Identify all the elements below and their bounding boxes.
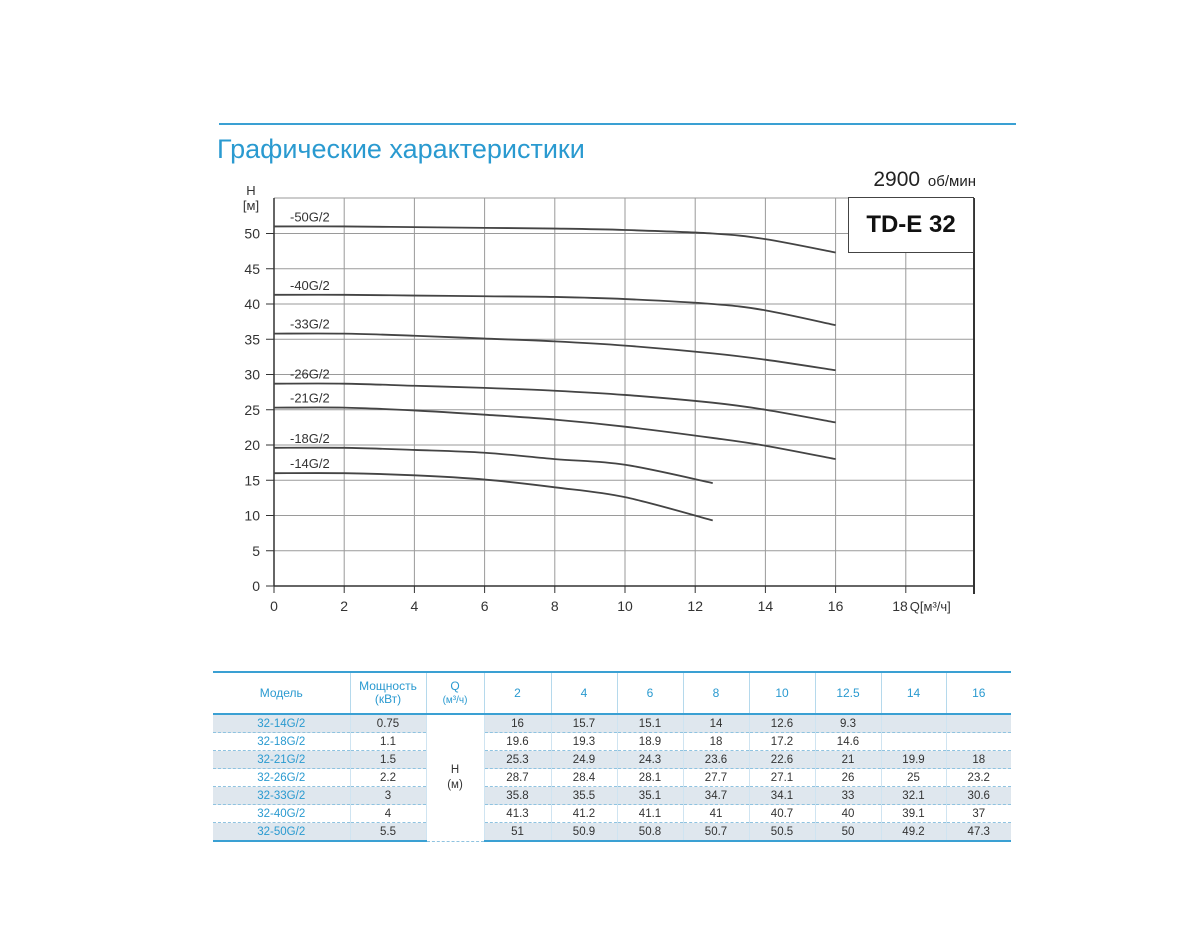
x-tick-label: 8 <box>550 598 559 614</box>
row-head-value: 39.1 <box>881 805 946 823</box>
row-power: 2.2 <box>350 769 426 787</box>
row-head-value: 23.2 <box>946 769 1011 787</box>
table-row <box>213 751 1011 769</box>
row-model: 32-50G/2 <box>213 823 350 842</box>
series-line <box>274 448 713 483</box>
series-label: -21G/2 <box>290 390 330 406</box>
row-head-value: 49.2 <box>881 823 946 842</box>
x-tick-label: 4 <box>410 598 419 614</box>
y-axis-label: H <box>246 183 256 198</box>
series-label: -26G/2 <box>290 366 330 382</box>
table-row <box>213 823 1011 842</box>
row-head-value: 18 <box>683 733 749 751</box>
y-tick-label: 15 <box>244 472 260 489</box>
row-power: 3 <box>350 787 426 805</box>
row-head-value: 40 <box>815 805 881 823</box>
y-tick-label: 20 <box>244 437 260 453</box>
row-head-value: 24.9 <box>551 751 617 769</box>
table-row <box>213 787 1011 805</box>
row-head-value: 41.1 <box>617 805 683 823</box>
row-head-value: 18 <box>946 751 1011 769</box>
series-label: -50G/2 <box>290 209 330 225</box>
header-q-value: 4 <box>551 672 617 714</box>
row-head-value: 50.7 <box>683 823 749 842</box>
row-head-value: 14 <box>683 714 749 733</box>
header-q <box>426 672 484 714</box>
y-tick-label: 10 <box>244 507 260 524</box>
row-power: 1.5 <box>350 751 426 769</box>
x-tick-label: 10 <box>617 598 633 614</box>
header-q-line1: Q <box>450 678 460 693</box>
row-head-value: 24.3 <box>617 751 683 769</box>
row-head-value: 14.6 <box>815 733 881 751</box>
header-power-line1: Мощность <box>359 679 417 693</box>
row-head-value: 30.6 <box>946 787 1011 805</box>
row-model: 32-18G/2 <box>213 733 350 751</box>
row-head-value: 40.7 <box>749 805 815 823</box>
x-tick-label: 0 <box>270 598 278 614</box>
row-head-value: 26 <box>815 769 881 787</box>
row-head-value: 35.8 <box>484 787 551 805</box>
x-tick-label: 12 <box>687 598 703 614</box>
rpm-value: 2900 <box>873 168 921 191</box>
header-q-value: 14 <box>881 672 946 714</box>
row-power: 5.5 <box>350 823 426 842</box>
row-head-value: 9.3 <box>815 714 881 733</box>
y-tick-label: 50 <box>244 225 260 242</box>
row-head-value: 41 <box>683 805 749 823</box>
row-head-value: 33 <box>815 787 881 805</box>
row-head-value: 28.7 <box>484 769 551 787</box>
x-axis-label: Q[м³/ч] <box>909 599 951 614</box>
y-axis-unit: [м] <box>242 198 260 213</box>
row-head-value: 35.5 <box>551 787 617 805</box>
series-label: -33G/2 <box>290 316 330 332</box>
row-power: 1.1 <box>350 733 426 751</box>
row-head-value: 17.2 <box>749 733 815 751</box>
row-head-value: 47.3 <box>946 823 1011 842</box>
row-power: 0.75 <box>350 714 426 733</box>
y-tick-label: 40 <box>244 296 260 312</box>
row-model: 32-26G/2 <box>213 769 350 787</box>
data-table <box>213 671 1011 842</box>
row-model: 32-14G/2 <box>213 714 350 733</box>
rpm-unit: об/мин <box>927 173 976 190</box>
row-model: 32-21G/2 <box>213 751 350 769</box>
row-head-value: 21 <box>815 751 881 769</box>
series-label: -18G/2 <box>290 430 330 446</box>
table-row <box>213 769 1011 787</box>
row-head-value: 25 <box>881 769 946 787</box>
row-head-value: 19.6 <box>484 733 551 751</box>
row-head-value: 16 <box>484 714 551 733</box>
row-head-value: 35.1 <box>617 787 683 805</box>
model-box: TD-E 32 <box>848 197 974 253</box>
y-tick-label: 30 <box>244 366 260 383</box>
row-head-value: 27.7 <box>683 769 749 787</box>
header-power-line2: (кВт) <box>374 692 402 706</box>
h-label-cell <box>426 714 484 841</box>
header-q-value: 6 <box>617 672 683 714</box>
y-tick-label: 5 <box>252 542 260 559</box>
x-tick-label: 2 <box>340 598 349 614</box>
row-head-value: 28.4 <box>551 769 617 787</box>
y-tick-label: 35 <box>244 331 260 348</box>
row-head-value: 50.9 <box>551 823 617 842</box>
row-head-value: 41.2 <box>551 805 617 823</box>
row-head-value: 50 <box>815 823 881 842</box>
page-title: Графические характеристики <box>217 134 585 164</box>
table-row <box>213 733 1011 751</box>
header-q-value: 2 <box>484 672 551 714</box>
row-head-value: 41.3 <box>484 805 551 823</box>
row-head-value <box>946 714 1011 733</box>
header-power <box>350 672 426 714</box>
row-head-value: 19.9 <box>881 751 946 769</box>
row-head-value: 50.8 <box>617 823 683 842</box>
header-q-value: 12.5 <box>815 672 881 714</box>
row-head-value: 37 <box>946 805 1011 823</box>
row-head-value: 22.6 <box>749 751 815 769</box>
row-head-value: 32.1 <box>881 787 946 805</box>
row-model: 32-40G/2 <box>213 805 350 823</box>
header-q-line2: (м³/ч) <box>442 694 468 706</box>
header-model: Модель <box>213 672 350 714</box>
header-q-value: 8 <box>683 672 749 714</box>
table-row <box>213 805 1011 823</box>
row-head-value <box>881 733 946 751</box>
row-head-value: 51 <box>484 823 551 842</box>
row-head-value: 25.3 <box>484 751 551 769</box>
y-tick-label: 0 <box>252 578 260 594</box>
header-q-value: 16 <box>946 672 1011 714</box>
row-head-value: 18.9 <box>617 733 683 751</box>
row-head-value: 23.6 <box>683 751 749 769</box>
row-power: 4 <box>350 805 426 823</box>
row-head-value: 50.5 <box>749 823 815 842</box>
x-tick-label: 6 <box>480 598 489 614</box>
row-head-value: 15.1 <box>617 714 683 733</box>
row-head-value: 28.1 <box>617 769 683 787</box>
table-header-row <box>213 672 1011 714</box>
h-label-line1: H <box>450 763 460 776</box>
row-head-value <box>881 714 946 733</box>
x-tick-label: 18 <box>892 598 908 614</box>
y-tick-label: 45 <box>244 260 260 277</box>
header-q-value: 10 <box>749 672 815 714</box>
x-tick-label: 14 <box>757 598 774 614</box>
row-head-value: 34.1 <box>749 787 815 805</box>
row-head-value: 12.6 <box>749 714 815 733</box>
y-tick-label: 25 <box>244 401 260 418</box>
table-body <box>213 714 1011 841</box>
row-model: 32-33G/2 <box>213 787 350 805</box>
row-head-value: 19.3 <box>551 733 617 751</box>
series-label: -40G/2 <box>290 277 330 293</box>
row-head-value: 34.7 <box>683 787 749 805</box>
h-label-line2: (м) <box>447 778 463 791</box>
table-row <box>213 714 1011 733</box>
row-head-value <box>946 733 1011 751</box>
row-head-value: 27.1 <box>749 769 815 787</box>
x-tick-label: 16 <box>827 598 844 614</box>
series-label: -14G/2 <box>290 456 330 472</box>
row-head-value: 15.7 <box>551 714 617 733</box>
